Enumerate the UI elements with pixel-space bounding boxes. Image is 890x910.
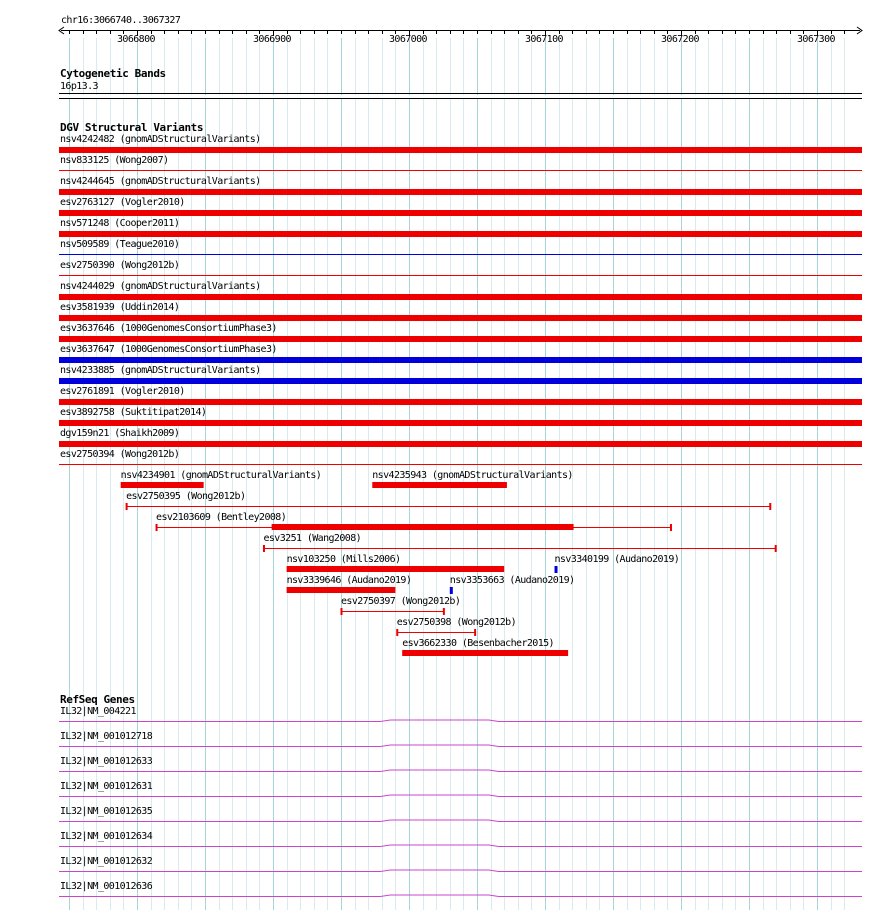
dgv-variant-bar[interactable] <box>272 524 574 530</box>
dgv-variant-label: esv3662330 (Besenbacher2015) <box>402 638 554 649</box>
dgv-variant-label: esv2763127 (Vogler2010) <box>60 197 185 208</box>
dgv-variant-label: nsv4234901 (gnomADStructuralVariants) <box>120 470 322 481</box>
refseq-gene-label: IL32|NM_001012634 <box>60 831 153 842</box>
refseq-track <box>59 720 862 897</box>
ruler-tick-label: 3067100 <box>525 34 563 45</box>
refseq-gene-label: IL32|NM_001012718 <box>60 731 153 742</box>
ruler-track[interactable] <box>59 27 862 36</box>
ruler-location: chr16:3066740..3067327 <box>61 15 181 26</box>
dgv-variant-label: nsv833125 (Wong2007) <box>60 155 169 166</box>
dgv-variant-label: esv2750394 (Wong2012b) <box>60 449 180 460</box>
dgv-variant-label: nsv4242482 (gnomADStructuralVariants) <box>60 134 261 145</box>
dgv-variant-label: nsv509589 (Teague2010) <box>60 239 180 250</box>
refseq-gene-intron[interactable] <box>59 820 862 822</box>
dgv-variant-label: nsv4244029 (gnomADStructuralVariants) <box>60 281 261 292</box>
ruler-tick-label: 3067300 <box>797 34 835 45</box>
dgv-variant-label: esv3892758 (Suktitipat2014) <box>60 407 207 418</box>
ruler-tick-label: 3066900 <box>253 34 291 45</box>
refseq-gene-intron[interactable] <box>59 845 862 847</box>
dgv-variant-bar[interactable] <box>372 482 507 488</box>
dgv-variant-bar[interactable] <box>402 650 568 656</box>
refseq-gene-intron[interactable] <box>59 770 862 772</box>
dgv-variant-bar[interactable] <box>287 587 396 593</box>
dgv-variant-bar[interactable] <box>59 357 862 363</box>
dgv-variant-bar[interactable] <box>59 420 862 426</box>
dgv-variant-label: nsv4233885 (gnomADStructuralVariants) <box>60 365 261 376</box>
dgv-variant-label: nsv571248 (Cooper2011) <box>60 218 180 229</box>
refseq-gene-label: IL32|NM_001012631 <box>60 781 153 792</box>
dgv-variant-bar[interactable] <box>59 147 862 153</box>
dgv-variant-label: esv3637647 (1000GenomesConsortiumPhase3) <box>60 344 277 355</box>
refseq-gene-label: IL32|NM_001012632 <box>60 856 153 867</box>
dgv-variant-label: esv2103609 (Bentley2008) <box>156 512 287 523</box>
dgv-variant-bar[interactable] <box>59 231 862 237</box>
refseq-gene-label: IL32|NM_001012636 <box>60 881 153 892</box>
refseq-gene-intron[interactable] <box>59 745 862 747</box>
dgv-variant-label: esv3581939 (Uddin2014) <box>60 302 180 313</box>
refseq-gene-label: IL32|NM_001012635 <box>60 806 153 817</box>
refseq-gene-intron[interactable] <box>59 870 862 872</box>
dgv-variant-bar[interactable] <box>59 189 862 195</box>
dgv-variant-label: esv2750395 (Wong2012b) <box>126 491 246 502</box>
refseq-gene-intron[interactable] <box>59 895 862 897</box>
dgv-variant-bar[interactable] <box>121 482 204 488</box>
dgv-variant-bar[interactable] <box>59 336 862 342</box>
dgv-variant-bar[interactable] <box>287 566 505 572</box>
ruler-tick-label: 3066800 <box>117 34 155 45</box>
cytoband-title: Cytogenetic Bands <box>60 67 166 80</box>
refseq-gene-intron[interactable] <box>59 720 862 722</box>
cytoband-band <box>59 95 862 98</box>
dgv-variant-bar[interactable] <box>59 399 862 405</box>
dgv-variant-label: esv2750390 (Wong2012b) <box>60 260 180 271</box>
dgv-variant-label: esv2761891 (Vogler2010) <box>60 386 185 397</box>
dgv-variant-label: dgv159n21 (Shaikh2009) <box>60 428 180 439</box>
dgv-variant-label: nsv103250 (Mills2006) <box>286 554 401 565</box>
dgv-variant-bar[interactable] <box>59 441 862 447</box>
dgv-variant-label: esv2750397 (Wong2012b) <box>341 596 461 607</box>
refseq-gene-label: IL32|NM_004221 <box>60 706 136 717</box>
dgv-variant-bar[interactable] <box>59 294 862 300</box>
dgv-variant-label: nsv4235943 (gnomADStructuralVariants) <box>372 470 573 481</box>
dgv-variant-bar[interactable] <box>59 378 862 384</box>
ruler-tick-label: 3067000 <box>389 34 427 45</box>
dgv-variant-label: nsv4244645 (gnomADStructuralVariants) <box>60 176 261 187</box>
dgv-variant-label: nsv3340199 (Audano2019) <box>554 554 680 565</box>
dgv-variant-label: esv2750398 (Wong2012b) <box>396 617 517 628</box>
dgv-variant-label: nsv3339646 (Audano2019) <box>286 575 412 586</box>
refseq-gene-intron[interactable] <box>59 795 862 797</box>
refseq-title: RefSeq Genes <box>60 693 135 706</box>
cytoband-track <box>59 94 862 99</box>
dgv-variant-bar[interactable] <box>555 566 558 573</box>
dgv-variant-bar[interactable] <box>450 587 453 594</box>
dgv-variant-label: esv3637646 (1000GenomesConsortiumPhase3) <box>60 323 277 334</box>
ruler-tick-label: 3067200 <box>661 34 699 45</box>
dgv-variant-label: nsv3353663 (Audano2019) <box>449 575 575 586</box>
cytoband-band-label: 16p13.3 <box>60 81 98 92</box>
dgv-variant-bar[interactable] <box>59 315 862 321</box>
dgv-variant-bar[interactable] <box>59 210 862 216</box>
refseq-gene-label: IL32|NM_001012633 <box>60 756 153 767</box>
dgv-title: DGV Structural Variants <box>60 121 204 134</box>
dgv-variant-label: esv3251 (Wang2008) <box>263 533 362 544</box>
